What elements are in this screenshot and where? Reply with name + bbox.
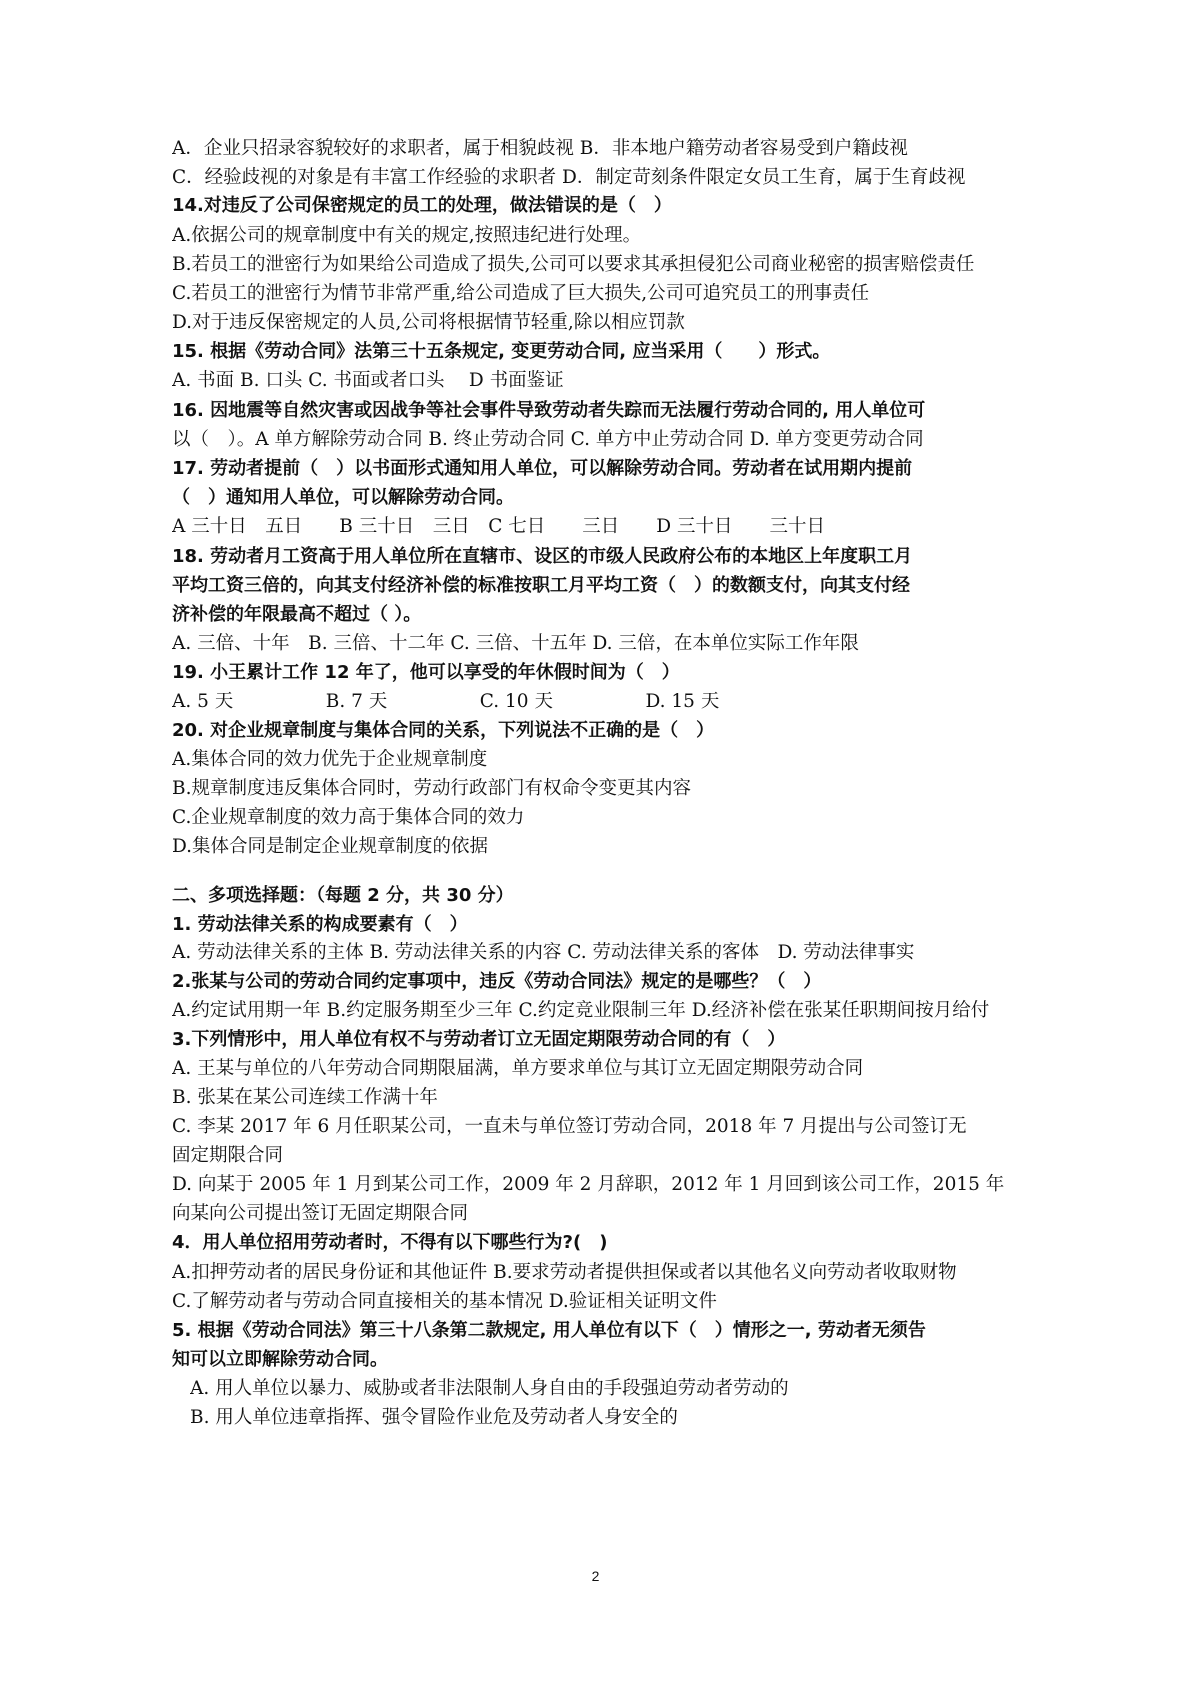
- text-line: A 三十日 五日 B 三十日 三日 C 七日 三日 D 三十日 三十日: [172, 516, 825, 537]
- text-line: C. 李某 2017 年 6 月任职某公司，一直未与单位签订劳动合同，2018 年 7 月提出与公司签订无: [172, 1116, 967, 1137]
- question-line: 18. 劳动者月工资高于用人单位所在直辖市、设区的市级人民政府公布的本地区上年度职工月: [172, 546, 913, 567]
- question-line: 19. 小王累计工作 12 年了，他可以享受的年休假时间为（ ）: [172, 662, 680, 683]
- text-line: A. 5 天 B. 7 天 C. 10 天 D. 15 天: [172, 691, 720, 712]
- text-line: B.规章制度违反集体合同时，劳动行政部门有权命令变更其内容: [172, 778, 691, 799]
- text-line: C.企业规章制度的效力高于集体合同的效力: [172, 807, 525, 828]
- question-line: 5. 根据《劳动合同法》第三十八条第二款规定, 用人单位有以下（ ）情形之一, 劳动者无须告: [172, 1320, 926, 1341]
- text-line: A. 劳动法律关系的主体 B. 劳动法律关系的内容 C. 劳动法律关系的客体 D. 劳动法律事实: [172, 942, 915, 963]
- text-line: B. 张某在某公司连续工作满十年: [172, 1087, 438, 1108]
- question-line: 1. 劳动法律关系的构成要素有（ ）: [172, 914, 468, 935]
- text-line: A.集体合同的效力优先于企业规章制度: [172, 749, 488, 770]
- question-line: 4．用人单位招用劳动者时，不得有以下哪些行为?( ): [172, 1232, 608, 1253]
- page-number: 2: [591, 1568, 600, 1584]
- text-line: A.依据公司的规章制度中有关的规定,按照违纪进行处理。: [172, 225, 642, 246]
- question-line: 3.下列情形中，用人单位有权不与劳动者订立无固定期限劳动合同的有（ ）: [172, 1029, 786, 1050]
- text-line: A. 王某与单位的八年劳动合同期限届满，单方要求单位与其订立无固定期限劳动合同: [172, 1058, 864, 1079]
- text-line: C.若员工的泄密行为情节非常严重,给公司造成了巨大损失,公司可追究员工的刑事责任: [172, 283, 870, 304]
- question-line: （ ）通知用人单位，可以解除劳动合同。: [172, 487, 514, 508]
- question-line: 14.对违反了公司保密规定的员工的处理，做法错误的是（ ）: [172, 195, 672, 216]
- question-line: 2.张某与公司的劳动合同约定事项中，违反《劳动合同法》规定的是哪些？（ ）: [172, 971, 822, 992]
- text-line: A.约定试用期一年 B.约定服务期至少三年 C.约定竞业限制三年 D.经济补偿在张某任职期间按月给付: [172, 1000, 990, 1021]
- question-line: 20. 对企业规章制度与集体合同的关系，下列说法不正确的是（ ）: [172, 720, 715, 741]
- text-line: D.对于违反保密规定的人员,公司将根据情节轻重,除以相应罚款: [172, 312, 685, 333]
- question-line: 平均工资三倍的，向其支付经济补偿的标准按职工月平均工资（ ）的数额支付，向其支付经: [172, 575, 910, 596]
- text-line: 向某向公司提出签订无固定期限合同: [172, 1203, 469, 1224]
- text-line: A.扣押劳动者的居民身份证和其他证件 B.要求劳动者提供担保或者以其他名义向劳动者收取财物: [172, 1262, 957, 1283]
- text-line: B. 用人单位违章指挥、强令冒险作业危及劳动者人身安全的: [190, 1407, 678, 1428]
- question-line: 16. 因地震等自然灾害或因战争等社会事件导致劳动者失踪而无法履行劳动合同的, 用人单位可: [172, 400, 926, 421]
- text-line: C.了解劳动者与劳动合同直接相关的基本情况 D.验证相关证明文件: [172, 1291, 717, 1312]
- text-line: B.若员工的泄密行为如果给公司造成了损失,公司可以要求其承担侵犯公司商业秘密的损害赔偿责任: [172, 254, 975, 275]
- question-line: 15. 根据《劳动合同》法第三十五条规定, 变更劳动合同, 应当采用（ ）形式。: [172, 341, 831, 362]
- text-line: 以（ ）。A 单方解除劳动合同 B. 终止劳动合同 C. 单方中止劳动合同 D. 单方变更劳动合同: [172, 429, 924, 450]
- question-line: 二、多项选择题：（每题 2 分，共 30 分）: [172, 885, 514, 906]
- text-line: A. 书面 B. 口头 C. 书面或者口头 D 书面鉴证: [172, 370, 564, 391]
- text-line: A．企业只招录容貌较好的求职者，属于相貌歧视 B．非本地户籍劳动者容易受到户籍歧视: [172, 138, 908, 159]
- text-line: D. 向某于 2005 年 1 月到某公司工作，2009 年 2 月辞职，2012 年 1 月回到该公司工作，2015 年: [172, 1174, 1005, 1195]
- text-line: C．经验歧视的对象是有丰富工作经验的求职者 D．制定苛刻条件限定女员工生育，属于生育歧视: [172, 167, 966, 188]
- text-line: 固定期限合同: [172, 1145, 284, 1166]
- question-line: 17. 劳动者提前（ ）以书面形式通知用人单位，可以解除劳动合同。劳动者在试用期内提前: [172, 458, 913, 479]
- text-line: D.集体合同是制定企业规章制度的依据: [172, 836, 489, 857]
- text-line: A. 三倍、十年 B. 三倍、十二年 C. 三倍、十五年 D. 三倍，在本单位实际工作年限: [172, 633, 859, 654]
- question-line: 济补偿的年限最高不超过（ ）。: [172, 604, 422, 625]
- text-line: A. 用人单位以暴力、威胁或者非法限制人身自由的手段强迫劳动者劳动的: [190, 1378, 789, 1399]
- question-line: 知可以立即解除劳动合同。: [172, 1349, 388, 1370]
